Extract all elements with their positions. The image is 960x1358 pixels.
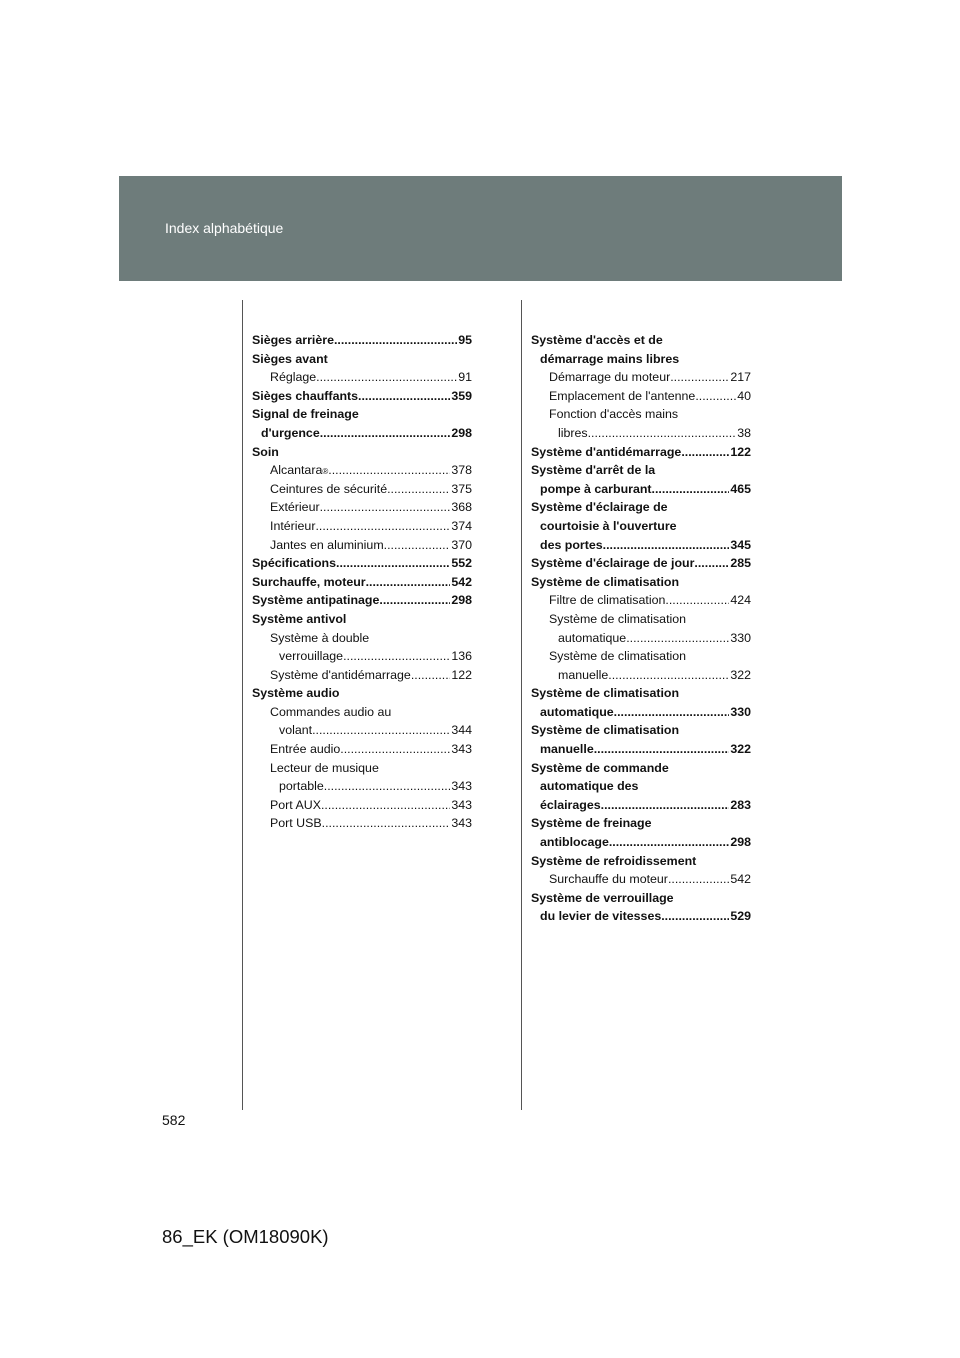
index-entry — [531, 740, 751, 759]
dot-leader — [665, 591, 729, 610]
index-entry — [252, 443, 472, 462]
index-entry — [531, 684, 751, 703]
index-entry-text: automatique des — [540, 779, 639, 794]
index-entry-text: Entrée audio — [270, 742, 341, 757]
index-entry-text: des portes — [540, 537, 603, 552]
index-entry-text: Système de climatisation — [549, 649, 687, 664]
index-entry — [252, 573, 472, 592]
index-entry-text: Intérieur — [270, 518, 316, 533]
index-entry — [252, 350, 472, 369]
index-entry-page: 375 — [451, 481, 472, 496]
index-entry-text: Système d'éclairage de jour — [531, 556, 695, 571]
index-entry-page: 330 — [730, 630, 751, 645]
index-entry-text: Alcantara — [270, 463, 323, 478]
index-entry — [531, 833, 751, 852]
index-entry-text: Commandes audio au — [270, 704, 392, 719]
index-entry-text: éclairages — [540, 797, 601, 812]
dot-leader — [670, 368, 729, 387]
index-entry — [531, 647, 751, 666]
index-entry-page: 38 — [737, 425, 751, 440]
index-entry-page: 322 — [730, 742, 751, 757]
index-entry-page: 343 — [451, 779, 472, 794]
index-entry — [252, 517, 472, 536]
header-band — [119, 176, 842, 281]
index-entry-text: Soin — [252, 444, 279, 459]
dot-leader — [594, 740, 730, 759]
dot-leader — [652, 480, 730, 499]
dot-leader — [366, 573, 451, 592]
index-entry — [252, 480, 472, 499]
index-entry-text: Système d'antidémarrage — [270, 667, 411, 682]
dot-leader — [601, 796, 730, 815]
index-entry — [252, 796, 472, 815]
index-entry-text: du levier de vitesses — [540, 909, 662, 924]
index-entry — [252, 759, 472, 778]
index-entry-text: manuelle — [558, 667, 609, 682]
index-entry-page: 465 — [730, 481, 751, 496]
index-entry-text: Signal de freinage — [252, 407, 359, 422]
index-entry-text: pompe à carburant — [540, 481, 652, 496]
dot-leader — [320, 424, 451, 443]
index-entry: Alcantara ® ..... 378 — [252, 461, 472, 480]
index-entry — [531, 368, 751, 387]
index-entry-page: 217 — [730, 370, 751, 385]
column-divider-left — [242, 300, 243, 1110]
dot-leader — [312, 721, 450, 740]
index-entry — [531, 666, 751, 685]
index-entry-text: automatique — [540, 704, 614, 719]
index-entry-text: Jantes en aluminium — [270, 537, 384, 552]
index-entry-text: Système de commande — [531, 760, 669, 775]
index-entry-text: Système de freinage — [531, 816, 652, 831]
index-entry-page: 378 — [451, 463, 472, 478]
dot-leader — [387, 480, 450, 499]
dot-leader — [695, 387, 736, 406]
index-entry-page: 542 — [451, 574, 472, 589]
document-code: 86_EK (OM18090K) — [162, 1226, 329, 1247]
index-entry — [252, 498, 472, 517]
index-entry — [531, 907, 751, 926]
index-entry — [531, 424, 751, 443]
index-entry — [531, 536, 751, 555]
index-entry — [252, 331, 472, 350]
index-entry-text: Système de climatisation — [531, 686, 680, 701]
index-entry — [252, 610, 472, 629]
index-entry-page: 298 — [730, 835, 751, 850]
index-entry — [252, 684, 472, 703]
index-entry-page: 285 — [730, 556, 751, 571]
index-entry-text: Système d'antidémarrage — [531, 444, 682, 459]
index-entry-text: Système antipatinage — [252, 593, 380, 608]
index-entry-text: Filtre de climatisation — [549, 593, 666, 608]
index-entry-page: 370 — [451, 537, 472, 552]
index-entry — [531, 889, 751, 908]
dot-leader — [668, 870, 729, 889]
column-divider-right — [521, 300, 522, 1110]
dot-leader — [681, 443, 729, 462]
index-entry — [531, 331, 751, 350]
dot-leader — [411, 666, 451, 685]
index-entry-text: Surchauffe du moteur — [549, 872, 668, 887]
dot-leader — [336, 554, 450, 573]
index-entry — [252, 591, 472, 610]
index-entry-text: Système antivol — [252, 611, 347, 626]
index-entry-page: 542 — [730, 872, 751, 887]
index-entry — [531, 591, 751, 610]
index-entry-page: 374 — [451, 518, 472, 533]
index-entry-page: 368 — [451, 500, 472, 515]
index-entry — [531, 498, 751, 517]
index-entry-text: Port AUX — [270, 797, 321, 812]
dot-leader — [608, 666, 729, 685]
index-entry-text: démarrage mains libres — [540, 351, 680, 366]
index-entry-page: 136 — [451, 649, 472, 664]
index-entry — [252, 387, 472, 406]
dot-leader — [328, 461, 450, 480]
index-entry-page: 529 — [730, 909, 751, 924]
index-entry-text: courtoisie à l'ouverture — [540, 518, 677, 533]
index-entry-page: 345 — [730, 537, 751, 552]
index-entry-text: Système d'arrêt de la — [531, 463, 656, 478]
index-entry — [531, 405, 751, 424]
index-entry-page: 298 — [451, 593, 472, 608]
index-entry — [252, 629, 472, 648]
dot-leader — [609, 833, 729, 852]
index-entry-text: Démarrage du moteur — [549, 370, 671, 385]
index-entry — [252, 536, 472, 555]
index-entry-page: 122 — [730, 444, 751, 459]
index-entry-text: Surchauffe, moteur — [252, 574, 366, 589]
index-entry-page: 424 — [730, 593, 751, 608]
index-entry-text: volant — [279, 723, 313, 738]
index-entry — [252, 777, 472, 796]
index-entry — [531, 814, 751, 833]
index-entry-text: Système d'éclairage de — [531, 500, 668, 515]
index-entry — [252, 368, 472, 387]
index-entry — [531, 480, 751, 499]
index-entry-text: Ceintures de sécurité — [270, 481, 388, 496]
dot-leader — [322, 814, 451, 833]
index-entry — [531, 796, 751, 815]
index-entry — [252, 703, 472, 722]
index-entry-text: manuelle — [540, 742, 594, 757]
index-entry-page: 344 — [451, 723, 472, 738]
dot-leader — [694, 554, 729, 573]
index-entry-text: portable — [279, 779, 324, 794]
index-entry — [531, 870, 751, 889]
index-entry — [531, 443, 751, 462]
index-entry-text: Spécifications — [252, 556, 337, 571]
dot-leader — [315, 517, 450, 536]
index-entry — [252, 721, 472, 740]
index-entry-page: 322 — [730, 667, 751, 682]
index-entry — [531, 350, 751, 369]
index-entry-text: Système de verrouillage — [531, 890, 674, 905]
index-entry — [531, 852, 751, 871]
index-entry-text: Sièges avant — [252, 351, 328, 366]
index-entry — [252, 405, 472, 424]
index-entry — [252, 554, 472, 573]
index-entry-page: 283 — [730, 797, 751, 812]
dot-leader — [626, 629, 729, 648]
index-entry — [252, 666, 472, 685]
index-entry — [531, 759, 751, 778]
index-entry — [252, 424, 472, 443]
index-entry — [531, 777, 751, 796]
dot-leader — [320, 498, 451, 517]
index-entry — [531, 517, 751, 536]
index-entry-text: Sièges chauffants — [252, 388, 359, 403]
index-entry-text: verrouillage — [279, 649, 344, 664]
index-entry — [531, 387, 751, 406]
index-entry-text: Extérieur — [270, 500, 320, 515]
index-entry-text: Système à double — [270, 630, 370, 645]
index-column-right — [531, 331, 751, 926]
index-entry-page: 330 — [730, 704, 751, 719]
index-entry-text: Lecteur de musique — [270, 760, 379, 775]
index-entry — [531, 721, 751, 740]
index-entry-text: Système de climatisation — [549, 611, 687, 626]
index-entry — [531, 610, 751, 629]
index-entry-page: 40 — [737, 388, 751, 403]
dot-leader — [614, 703, 730, 722]
index-entry-text: libres — [558, 425, 588, 440]
index-entry-text: automatique — [558, 630, 627, 645]
dot-leader — [334, 331, 457, 350]
index-entry-page: 298 — [451, 425, 472, 440]
index-entry-text: Fonction d'accès mains — [549, 407, 679, 422]
index-entry — [531, 703, 751, 722]
index-entry-text: antiblocage — [540, 835, 609, 850]
index-entry — [531, 629, 751, 648]
index-entry-text: Emplacement de l'antenne — [549, 388, 696, 403]
index-entry — [252, 647, 472, 666]
index-entry-text: d'urgence — [261, 425, 320, 440]
index-entry-text: Système de climatisation — [531, 723, 680, 738]
dot-leader — [316, 368, 457, 387]
dot-leader — [379, 591, 450, 610]
index-column-left — [252, 331, 472, 833]
dot-leader — [343, 647, 450, 666]
index-entry-text: Système de climatisation — [531, 574, 680, 589]
index-entry — [531, 554, 751, 573]
index-entry — [252, 740, 472, 759]
dot-leader — [384, 536, 451, 555]
index-entry-page: 359 — [451, 388, 472, 403]
index-entry-page: 552 — [451, 556, 472, 571]
index-entry — [252, 814, 472, 833]
index-entry-page: 343 — [451, 742, 472, 757]
section-title: Index alphabétique — [165, 220, 284, 236]
dot-leader — [340, 740, 450, 759]
index-entry-page: 95 — [458, 333, 472, 347]
index-entry-text: Système de refroidissement — [531, 853, 697, 868]
dot-leader — [324, 777, 451, 796]
index-entry — [531, 461, 751, 480]
dot-leader — [321, 796, 450, 815]
dot-leader — [588, 424, 737, 443]
index-entry — [531, 573, 751, 592]
index-entry-text: Système audio — [252, 686, 340, 701]
dot-leader — [358, 387, 450, 406]
index-entry-text: Sièges arrière — [252, 333, 334, 347]
index-entry-page: 122 — [451, 667, 472, 682]
page-number: 582 — [162, 1112, 186, 1128]
index-entry-text: Réglage — [270, 370, 317, 385]
dot-leader — [661, 907, 729, 926]
index-entry-page: 91 — [458, 370, 472, 385]
dot-leader — [603, 536, 730, 555]
index-entry-page: 343 — [451, 816, 472, 831]
index-entry-text: Système d'accès et de — [531, 333, 663, 347]
index-entry-page: 343 — [451, 797, 472, 812]
index-entry-text: Port USB — [270, 816, 322, 831]
